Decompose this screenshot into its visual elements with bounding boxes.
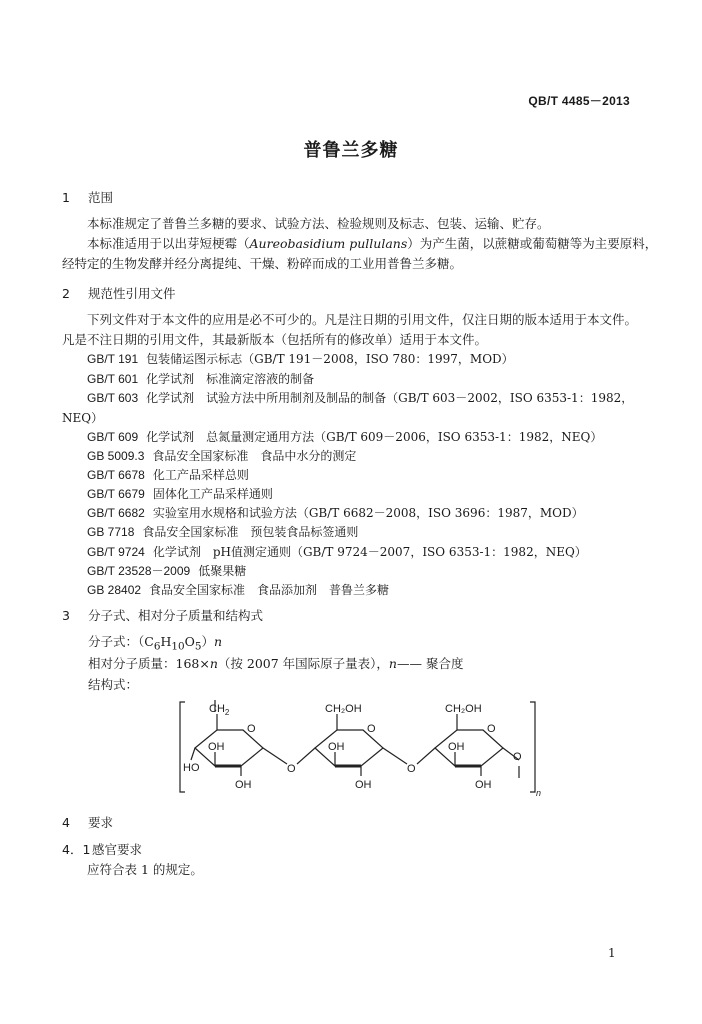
scope-text: 本标准适用于以出芽短梗霉（ [87, 236, 250, 251]
reference-code: GB 7718 [87, 525, 135, 539]
formula-subscript: 5 [194, 640, 202, 653]
reference-code: GB/T 601 [87, 372, 139, 386]
ring-oxygen: O [487, 723, 496, 735]
normative-intro: 下列文件对于本文件的应用是必不可少的。凡是注日期的引用文件，仅注日期的版本适用于本文件。 [87, 312, 638, 327]
section-title: 要求 [88, 815, 114, 830]
section-title: 分子式、相对分子质量和结构式 [88, 608, 264, 623]
section-3-heading [62, 606, 263, 624]
section-number: 3 [62, 608, 70, 623]
reference-item [87, 543, 587, 560]
reference-item [87, 428, 602, 445]
section-number: 2 [62, 286, 70, 301]
repeat-n: n [536, 788, 542, 798]
reference-code: GB/T 9724 [87, 545, 145, 559]
bridge-oxygen: O [407, 763, 416, 775]
mass-n: n [388, 656, 397, 671]
page-title: 普鲁兰多糖 [303, 140, 399, 161]
ring-oxygen: O [247, 723, 256, 735]
reference-title: 固体化工产品采样通则 [152, 487, 273, 501]
section-4-1-heading [62, 840, 142, 858]
reference-title: 食品安全国家标准 预包装食品标签通则 [142, 525, 359, 539]
reference-title: 食品安全国家标准 食品添加剂 普鲁兰多糖 [149, 583, 390, 597]
mass-n: n [209, 656, 218, 671]
reference-item [87, 350, 514, 367]
reference-title: 食品安全国家标准 食品中水分的测定 [152, 449, 357, 463]
section-title: 范围 [88, 190, 114, 205]
reference-item [87, 370, 314, 387]
mass-text: （按 2007 年国际原子量表）， [217, 656, 389, 671]
reference-item [87, 485, 273, 502]
polymerization-n: n [214, 634, 223, 649]
reference-title: 实验室用水规格和试验方法（GB/T 6682－2008，ISO 3696：1987，MOD） [152, 506, 584, 520]
reference-title: 化学试剂 试验方法中所用制剂及制品的制备（GB/T 603－2002，ISO 6353-1：1982， [146, 391, 634, 405]
hydroxyl-label: OH [328, 741, 345, 753]
scope-paragraph-2-line-2: 经特定的生物发酵并经分离提纯、干燥、粉碎而成的工业用普鲁兰多糖。 [62, 256, 463, 271]
structural-formula [175, 690, 555, 800]
sensory-requirement-text: 应符合表 1 的规定。 [87, 862, 203, 877]
hydroxyl-label: OH [208, 741, 225, 753]
reference-code: GB/T 609 [87, 430, 139, 444]
section-4-heading [62, 813, 113, 831]
reference-code: GB/T 191 [87, 352, 139, 366]
hydroxyl-label: OH [355, 779, 372, 791]
section-title: 规范性引用文件 [88, 286, 176, 301]
structure-label: 结构式： [88, 677, 139, 692]
reference-code: GB/T 603 [87, 391, 139, 405]
reference-item [87, 504, 584, 521]
section-number: 1 [62, 190, 70, 205]
reference-title: 化学试剂 总氮量测定通用方法（GB/T 609－2006，ISO 6353-1：1982，NEQ） [146, 430, 603, 444]
scope-paragraph-1: 本标准规定了普鲁兰多糖的要求、试验方法、检验规则及标志、包装、运输、贮存。 [87, 216, 550, 231]
reference-code: GB/T 23528－2009 [87, 564, 191, 578]
ch2oh-label: CH₂OH [445, 703, 482, 715]
reference-item [87, 447, 356, 464]
section-1-heading [62, 188, 113, 206]
reference-title: NEQ） [62, 411, 104, 425]
page-number: 1 [608, 946, 616, 960]
section-title: 感官要求 [92, 842, 143, 857]
reference-code: GB 5009.3 [87, 449, 145, 463]
reference-title: 低聚果糖 [198, 564, 247, 578]
mass-text: —— 聚合度 [396, 656, 464, 671]
mass-text: 相对分子质量：168× [88, 656, 210, 671]
reference-title: 化学试剂 标准滴定溶液的制备 [146, 372, 315, 386]
reference-item [87, 562, 246, 579]
bridge-oxygen: O [287, 763, 296, 775]
organism-name: Aureobasidium pullulans [249, 236, 408, 251]
reference-title: 化工产品采样总则 [152, 468, 249, 482]
reference-item [87, 523, 358, 540]
ch2oh-label: CH₂OH [325, 703, 362, 715]
formula-text: 分子式：（C [88, 634, 154, 649]
formula-text: H [160, 634, 172, 649]
hydroxyl-label: HO [183, 762, 200, 774]
standard-code: QB/T 4485－2013 [528, 94, 630, 108]
reference-title: 包装储运图示标志（GB/T 191－2008，ISO 780：1997，MOD） [146, 352, 514, 366]
ring-oxygen: O [513, 751, 522, 763]
normative-intro-line-2: 凡是不注日期的引用文件，其最新版本（包括所有的修改单）适用于本文件。 [62, 332, 488, 347]
formula-subscript: 10 [171, 640, 185, 653]
reference-code: GB/T 6679 [87, 487, 145, 501]
reference-item [87, 581, 389, 598]
section-number: 4．1 [62, 842, 91, 857]
ch2-label: $CH_2$ [209, 703, 230, 717]
formula-text: ） [201, 634, 214, 649]
hydroxyl-label: OH [448, 741, 465, 753]
molecular-formula [88, 632, 222, 653]
hydroxyl-label: OH [235, 779, 252, 791]
ring-oxygen: O [367, 723, 376, 735]
reference-item [62, 409, 103, 426]
scope-paragraph-2 [87, 234, 657, 253]
reference-item [87, 466, 249, 483]
section-2-heading [62, 284, 176, 302]
section-number: 4 [62, 815, 70, 830]
scope-text: ）为产生菌，以蔗糖或葡萄糖等为主要原料， [407, 236, 658, 251]
hydroxyl-label: OH [475, 779, 492, 791]
reference-code: GB/T 6678 [87, 468, 145, 482]
formula-subscript: 6 [153, 640, 161, 653]
reference-title: 化学试剂 pH值测定通则（GB/T 9724－2007，ISO 6353-1：1982，NEQ） [152, 545, 587, 559]
reference-code: GB 28402 [87, 583, 142, 597]
reference-item [87, 389, 633, 406]
reference-code: GB/T 6682 [87, 506, 145, 520]
molecular-mass [88, 654, 463, 672]
formula-text: O [184, 634, 195, 649]
